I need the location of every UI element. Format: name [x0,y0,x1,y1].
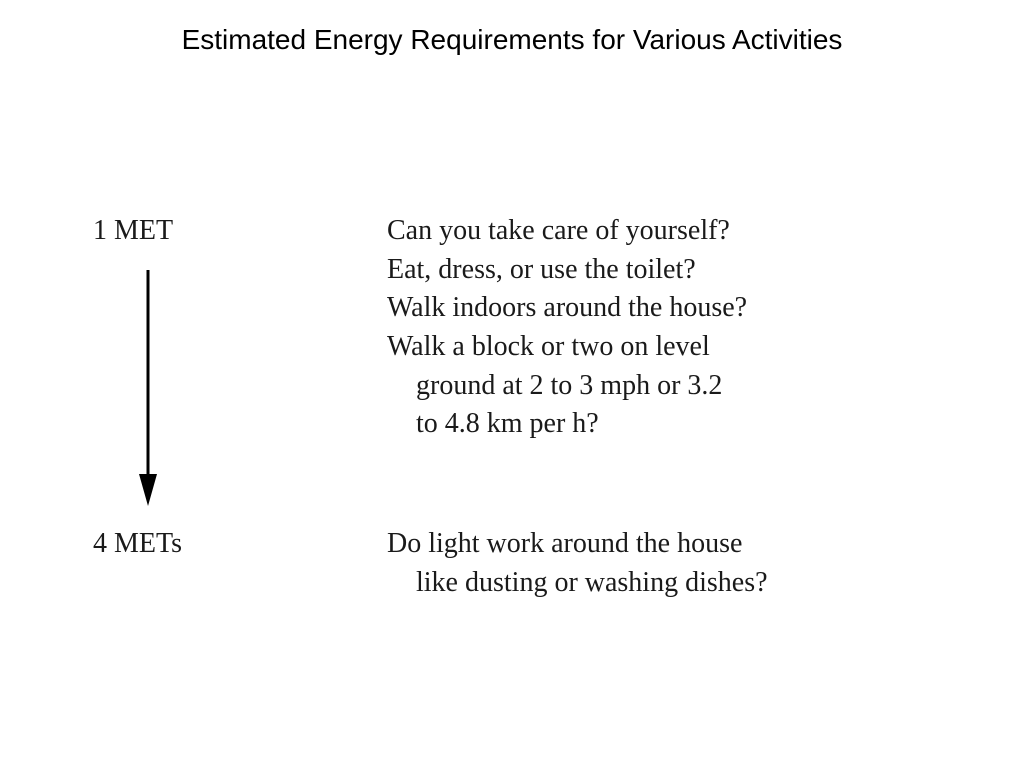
met-label-4: 4 METs [93,528,183,559]
question-eat-dress: Eat, dress, or use the toilet? [387,253,696,285]
question-list-low [387,212,747,444]
slide-title: Estimated Energy Requirements for Various Activities [181,24,843,55]
question-walk-block-line2: ground at 2 to 3 mph or 3.2 [416,369,723,401]
question-list-high [387,525,768,602]
question-light-work-line1: Do light work around the house [387,528,743,559]
met-label-1: 1 MET [93,215,174,246]
question-light-work-line2: like dusting or washing dishes? [416,566,768,598]
question-walk-block-line1: Walk a block or two on level [387,331,710,363]
question-self-care: Can you take care of yourself? [387,215,730,246]
question-walk-indoors: Walk indoors around the house? [387,292,748,324]
question-walk-block-line3: to 4.8 km per h? [416,408,599,440]
down-arrow-icon [136,270,160,506]
